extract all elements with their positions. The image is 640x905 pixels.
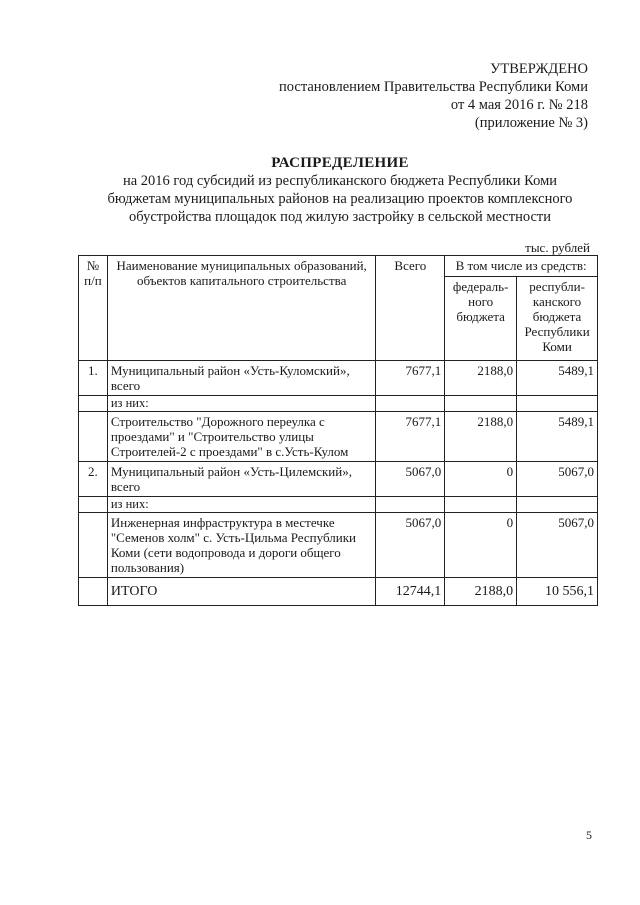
total-total: 12744,1 — [376, 578, 445, 606]
row-name: из них: — [107, 396, 376, 412]
subtitle-line: бюджетам муниципальных районов на реализацию проектов комплексного — [107, 191, 573, 207]
subtitle-line: на 2016 год субсидий из республиканского бюджета Республики Коми — [122, 173, 558, 189]
units-label: тыс. рублей — [525, 240, 590, 255]
row-federal: 0 — [445, 513, 517, 578]
row-republic — [517, 396, 598, 412]
row-total: 5067,0 — [376, 462, 445, 497]
header-federal: федераль-ного бюджета — [445, 277, 517, 361]
table-row — [79, 513, 598, 578]
row-num — [79, 396, 108, 412]
table-header-row — [79, 256, 598, 277]
total-republic: 10 556,1 — [517, 578, 598, 606]
row-name: Строительство "Дорожного переулка с проездами" и "Строительство улицы Строителей-2 с проездами" в с.Усть-Кулом — [107, 412, 376, 462]
document-heading — [60, 154, 620, 226]
total-num — [79, 578, 108, 606]
distribution-table — [78, 255, 598, 606]
row-republic: 5489,1 — [517, 412, 598, 462]
row-republic: 5067,0 — [517, 462, 598, 497]
table-row — [79, 497, 598, 513]
total-row — [79, 578, 598, 606]
row-num — [79, 513, 108, 578]
total-label: ИТОГО — [107, 578, 376, 606]
row-num — [79, 412, 108, 462]
header-including: В том числе из средств: — [445, 256, 598, 277]
page-number: 5 — [586, 828, 592, 842]
row-total — [376, 396, 445, 412]
table-row — [79, 412, 598, 462]
table-row — [79, 361, 598, 396]
row-total: 7677,1 — [376, 412, 445, 462]
header-total: Всего — [376, 256, 445, 361]
table-row — [79, 396, 598, 412]
row-federal: 2188,0 — [445, 361, 517, 396]
row-name: Инженерная инфраструктура в местечке "Семенов холм" с. Усть-Цильма Республики Коми (сети водопровода и дороги общего пользования) — [107, 513, 376, 578]
row-num: 1. — [79, 361, 108, 396]
approval-block — [279, 60, 588, 132]
document-title: РАСПРЕДЕЛЕНИЕ — [271, 155, 409, 171]
table-row — [79, 462, 598, 497]
row-federal — [445, 497, 517, 513]
row-name: из них: — [107, 497, 376, 513]
row-federal: 2188,0 — [445, 412, 517, 462]
approval-resolution: постановлением Правительства Республики Коми — [279, 79, 588, 95]
row-total: 7677,1 — [376, 361, 445, 396]
header-republic: республи-канского бюджета Республики Коми — [517, 277, 598, 361]
approval-date: от 4 мая 2016 г. № 218 — [450, 97, 588, 113]
row-total — [376, 497, 445, 513]
approval-heading: УТВЕРЖДЕНО — [490, 61, 588, 77]
row-republic — [517, 497, 598, 513]
row-republic: 5489,1 — [517, 361, 598, 396]
header-name: Наименование муниципальных образований, объектов капитального строительства — [107, 256, 376, 361]
row-name: Муниципальный район «Усть-Цилемский», всего — [107, 462, 376, 497]
row-republic: 5067,0 — [517, 513, 598, 578]
row-federal — [445, 396, 517, 412]
approval-appendix: (приложение № 3) — [474, 115, 588, 131]
row-name: Муниципальный район «Усть-Куломский», всего — [107, 361, 376, 396]
subtitle-line: обустройства площадок под жилую застройку в сельской местности — [129, 209, 551, 225]
row-total: 5067,0 — [376, 513, 445, 578]
row-num — [79, 497, 108, 513]
row-federal: 0 — [445, 462, 517, 497]
total-federal: 2188,0 — [445, 578, 517, 606]
header-num: № п/п — [79, 256, 108, 361]
row-num: 2. — [79, 462, 108, 497]
